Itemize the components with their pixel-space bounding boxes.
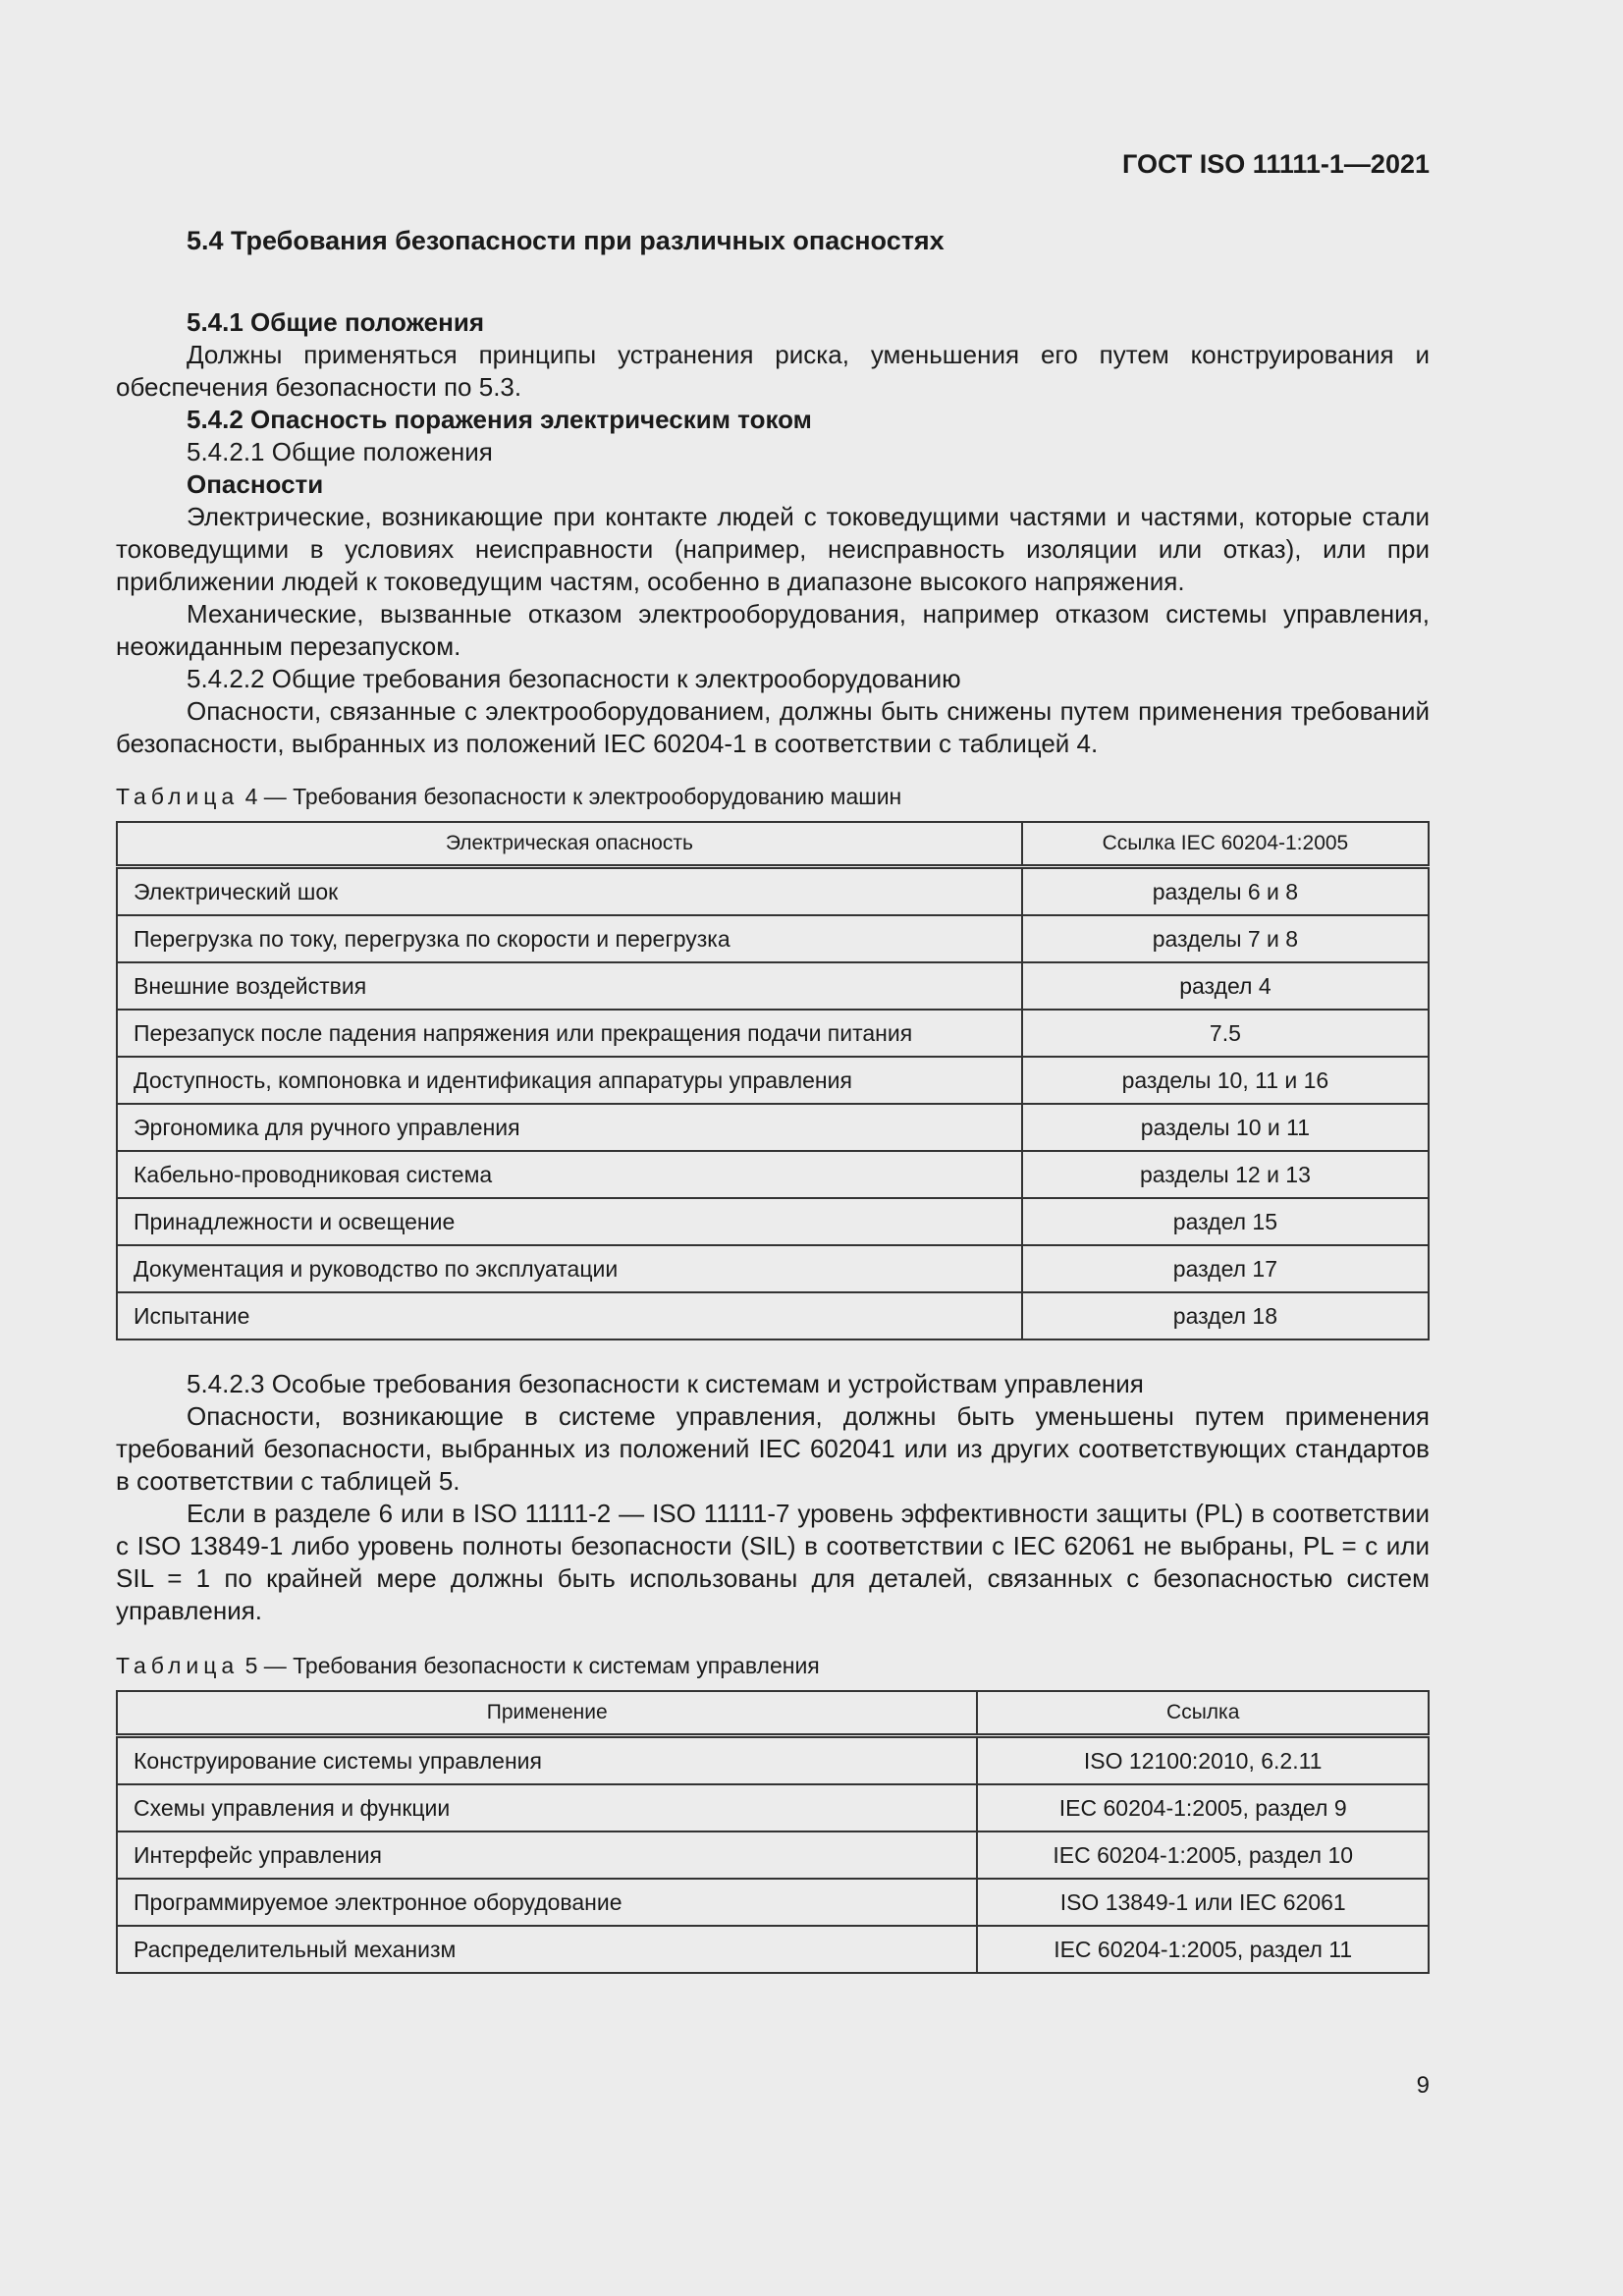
subsection-5-4-1-title: 5.4.1 Общие положения [187, 307, 484, 337]
table-row [117, 867, 1429, 916]
table-4-header-hazard: Электрическая опасность [117, 822, 1022, 867]
table-4-header-row [117, 822, 1429, 867]
table-cell: Перезапуск после падения напряжения или прекращения подачи питания [117, 1010, 1022, 1057]
table-cell: разделы 6 и 8 [1022, 867, 1429, 916]
table-row [117, 1784, 1429, 1831]
table-row [117, 1831, 1429, 1879]
table-cell: раздел 15 [1022, 1198, 1429, 1245]
subsection-5-4-2-1-title: 5.4.2.1 Общие положения [187, 437, 493, 466]
table-row [117, 1926, 1429, 1973]
table-cell: IEC 60204-1:2005, раздел 9 [977, 1784, 1429, 1831]
table-5-header-reference: Ссылка [977, 1691, 1429, 1736]
table-row [117, 1198, 1429, 1245]
subsection-5-4-2-title: 5.4.2 Опасность поражения электрическим током [187, 405, 812, 434]
section-title: 5.4 Требования безопасности при различных опасностях [187, 226, 945, 255]
table-cell: Схемы управления и функции [117, 1784, 977, 1831]
table-row [117, 1879, 1429, 1926]
page-number: 9 [1416, 2072, 1430, 2099]
table-cell: разделы 12 и 13 [1022, 1151, 1429, 1198]
table-4 [116, 821, 1430, 1340]
hazards-title: Опасности [187, 469, 324, 499]
table-cell: раздел 17 [1022, 1245, 1429, 1292]
table-row [117, 962, 1429, 1010]
subsection-5-4-1-text: Должны применяться принципы устранения риска, уменьшения его путем конструирования и обеспечения безопасности по 5.3. [116, 340, 1430, 402]
table-cell: Электрический шок [117, 867, 1022, 916]
table-cell: Программируемое электронное оборудование [117, 1879, 977, 1926]
table-cell: Документация и руководство по эксплуатации [117, 1245, 1022, 1292]
subsection-5-4-2-2-text: Опасности, связанные с электрооборудованием, должны быть снижены путем применения требований безопасности, выбранных из положений IEC 60204-1 в соответствии с таблицей 4. [116, 696, 1430, 758]
table-row [117, 1292, 1429, 1339]
table-cell: ISO 12100:2010, 6.2.11 [977, 1736, 1429, 1785]
subsection-5-4-2-3-paragraph-2: Если в разделе 6 или в ISO 11111-2 — ISO 11111-7 уровень эффективности защиты (PL) в соответствии с ISO 13849-1 либо уровень полноты безопасности (SIL) в соответствии с IEC 62061 не выбраны, PL = c или SIL = 1 по крайней мере должны быть использованы для деталей, связанных с безопасностью систем управления. [116, 1499, 1430, 1625]
document-id: ГОСТ ISO 11111-1—2021 [1122, 149, 1430, 179]
subsection-5-4-2-2-title: 5.4.2.2 Общие требования безопасности к электрооборудованию [187, 664, 961, 693]
table-cell: Распределительный механизм [117, 1926, 977, 1973]
subsection-5-4-2-3-paragraph-1: Опасности, возникающие в системе управления, должны быть уменьшены путем применения требований безопасности, выбранных из положений IEC 602041 или из других соответствующих стандартов в соответствии с таблицей 5. [116, 1401, 1430, 1496]
table-4-caption [116, 782, 1430, 811]
table-cell: Внешние воздействия [117, 962, 1022, 1010]
table-cell: Интерфейс управления [117, 1831, 977, 1879]
table-row [117, 1736, 1429, 1785]
table-cell: Принадлежности и освещение [117, 1198, 1022, 1245]
table-cell: ISO 13849-1 или IEC 62061 [977, 1879, 1429, 1926]
table-5-header-row [117, 1691, 1429, 1736]
hazards-electrical-paragraph: Электрические, возникающие при контакте людей с токоведущими частями и частями, которые стали токоведущими в условиях неисправности (например, неисправность изоляции или отказ), или при приближении людей к токоведущим частям, особенно в диапазоне высокого напряжения. [116, 502, 1430, 596]
table-cell: 7.5 [1022, 1010, 1429, 1057]
table-cell: Испытание [117, 1292, 1022, 1339]
table-cell: IEC 60204-1:2005, раздел 11 [977, 1926, 1429, 1973]
table-5-caption [116, 1651, 1430, 1680]
table-cell: Доступность, компоновка и идентификация аппаратуры управления [117, 1057, 1022, 1104]
table-cell: Перегрузка по току, перегрузка по скорости и перегрузка [117, 915, 1022, 962]
table-row [117, 1104, 1429, 1151]
table-5-caption-word: Таблица [116, 1653, 240, 1678]
table-row [117, 1245, 1429, 1292]
table-5-caption-text: 5 — Требования безопасности к системам управления [244, 1653, 820, 1678]
page-content [116, 224, 1430, 1974]
table-4-caption-word: Таблица [116, 784, 240, 809]
table-5-header-application: Применение [117, 1691, 977, 1736]
table-5 [116, 1690, 1430, 1974]
table-4-caption-text: 4 — Требования безопасности к электрооборудованию машин [244, 784, 902, 809]
table-cell: IEC 60204-1:2005, раздел 10 [977, 1831, 1429, 1879]
table-cell: разделы 10 и 11 [1022, 1104, 1429, 1151]
table-row [117, 1151, 1429, 1198]
table-cell: Конструирование системы управления [117, 1736, 977, 1785]
table-row [117, 1057, 1429, 1104]
table-cell: разделы 10, 11 и 16 [1022, 1057, 1429, 1104]
table-cell: Кабельно-проводниковая система [117, 1151, 1022, 1198]
table-row [117, 915, 1429, 962]
table-cell: разделы 7 и 8 [1022, 915, 1429, 962]
table-4-header-reference: Ссылка IEC 60204-1:2005 [1022, 822, 1429, 867]
table-cell: раздел 4 [1022, 962, 1429, 1010]
table-cell: раздел 18 [1022, 1292, 1429, 1339]
table-cell: Эргономика для ручного управления [117, 1104, 1022, 1151]
hazards-mechanical-paragraph: Механические, вызванные отказом электрооборудования, например отказом системы управления, неожиданным перезапуском. [116, 599, 1430, 661]
table-row [117, 1010, 1429, 1057]
subsection-5-4-2-3-title: 5.4.2.3 Особые требования безопасности к системам и устройствам управления [187, 1369, 1144, 1398]
